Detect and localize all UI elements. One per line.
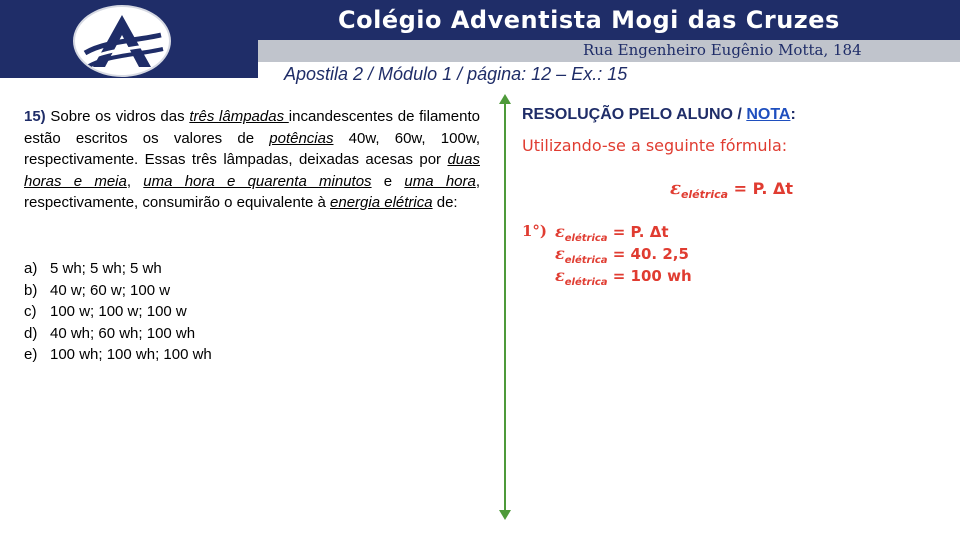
school-logo-icon [73,5,171,77]
alternative-a [24,258,344,280]
epsilon-symbol: ε [555,266,565,285]
resolution-title-text: RESOLUÇÃO PELO ALUNO / [522,106,747,123]
question-underlined: uma hora e quarenta minutos [143,172,372,190]
question-number: 15) [24,108,46,125]
formula-intro: Utilizando-se a seguinte fórmula: [522,136,788,155]
alternative-e [24,344,344,366]
step-rhs: = 100 wh [607,267,692,285]
alternative-text: 100 w; 100 w; 100 w [50,303,187,320]
alternative-letter: c) [24,303,37,320]
school-address: Rua Engenheiro Eugênio Motta, 184 [583,41,862,59]
alternative-d [24,323,344,345]
epsilon-symbol: ε [555,222,565,241]
alternative-c [24,301,344,323]
question-text-part: , respectivamente, consumirão o equivalente à [24,172,481,211]
question-underlined: energia elétrica [330,194,433,211]
epsilon-subscript: elétrica [564,255,608,266]
resolution-title [522,106,942,124]
alternative-text: 40 w; 60 w; 100 w [50,281,171,299]
calculation-step [555,244,755,266]
energy-formula [670,178,870,201]
epsilon-symbol: ε [670,178,681,199]
school-name: Colégio Adventista Mogi das Cruzes [338,6,840,34]
question-text [24,106,480,214]
question-text-part: , [126,172,144,190]
alternative-text: 40 wh; 60 wh; 100 wh [50,324,196,342]
question-underlined: potências [269,129,334,147]
resolution-title-colon: : [790,106,796,123]
calculation-step [555,266,755,288]
epsilon-subscript: elétrica [680,188,729,201]
step-label: 1°) [522,222,548,240]
epsilon-symbol: ε [555,244,565,263]
alternative-text: 5 wh; 5 wh; 5 wh [50,260,162,277]
formula-rhs: = P. Δt [728,179,794,198]
question-text-part: e [371,172,405,190]
epsilon-subscript: elétrica [564,277,608,288]
question-underlined: duas horas e meia [24,151,480,190]
divider-line [504,100,506,514]
epsilon-subscript: elétrica [564,233,608,244]
alternative-b [24,280,344,302]
question-underlined: três lâmpadas [189,108,289,125]
step-rhs: = P. Δt [607,223,669,241]
alternative-letter: a) [24,260,38,277]
alternative-text: 100 wh; 100 wh; 100 wh [50,346,212,363]
question-text-part: 40w, 60w, 100w, respectivamente. Essas três lâmpadas, deixadas acesas por [24,129,480,168]
alternative-letter: b) [24,281,38,299]
alternative-letter: d) [24,324,38,342]
page-title: Apostila 2 / Módulo 1 / página: 12 – Ex.: 15 [284,64,628,84]
calculation-step [555,222,755,244]
question-text-part: de: [432,194,458,211]
alternative-letter: e) [24,346,38,363]
question-text-part: Sobre os vidros das [45,108,190,125]
question-text-part: incandescentes de filamento estão escritos os valores de [24,108,480,147]
question-underlined: uma hora [404,172,476,190]
step-rhs: = 40. 2,5 [607,245,689,263]
answer-alternatives [24,258,344,366]
nota-label: NOTA [746,106,791,123]
arrow-down-icon [499,510,511,520]
